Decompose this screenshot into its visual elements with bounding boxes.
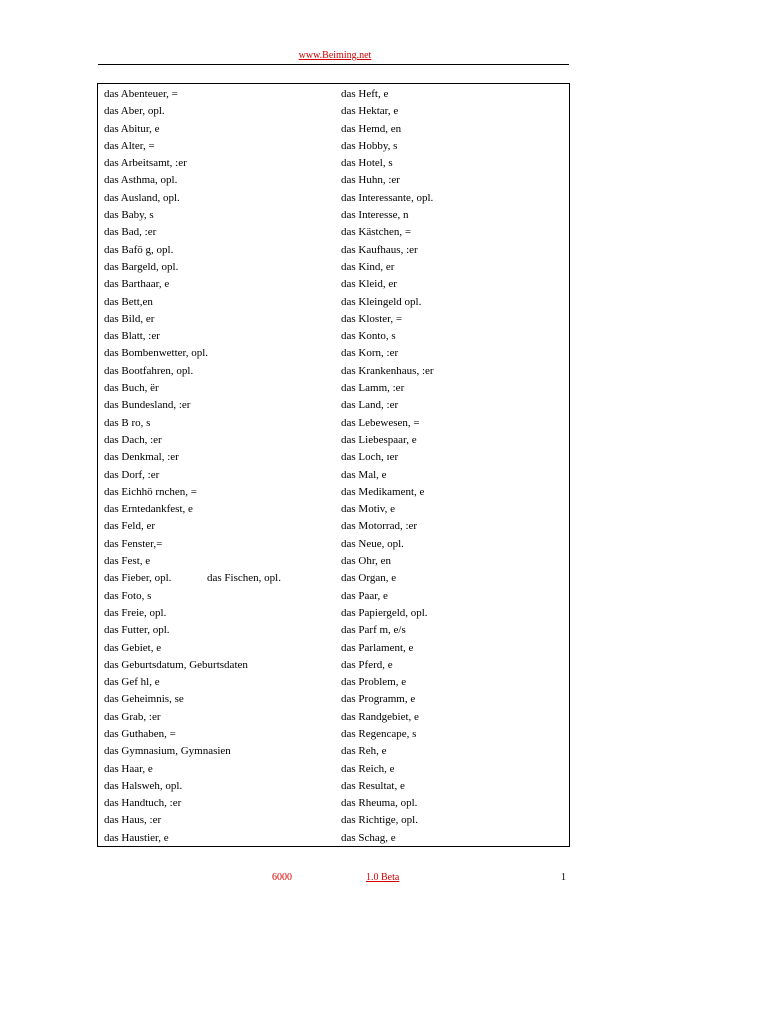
word-entry xyxy=(104,726,340,743)
word-text: das Loch, ɪer xyxy=(341,451,399,464)
word-text: das Bad, :er xyxy=(104,226,157,239)
word-text: das Arbeitsamt, :er xyxy=(104,157,187,170)
word-text: das Neue, opl. xyxy=(341,537,404,550)
word-entry xyxy=(341,743,567,760)
word-entry xyxy=(104,103,340,120)
word-entry xyxy=(104,259,340,276)
word-entry xyxy=(341,640,567,657)
word-entry xyxy=(104,294,340,311)
word-text: das Baby, s xyxy=(104,209,154,222)
word-entry xyxy=(341,259,567,276)
word-entry xyxy=(341,432,567,449)
word-text: das Bootfahren, opl. xyxy=(104,364,194,377)
word-entry xyxy=(104,345,340,362)
word-text: das Bild, er xyxy=(104,312,155,325)
word-entry xyxy=(341,138,567,155)
word-text: das Schag, e xyxy=(341,831,396,844)
word-entry xyxy=(104,449,340,466)
word-text: das B ro, s xyxy=(104,416,151,429)
word-text: das Fieber, opl. xyxy=(104,572,172,585)
word-entry xyxy=(104,657,340,674)
word-text: das Grab, :er xyxy=(104,710,161,723)
word-entry xyxy=(104,743,340,760)
vocabulary-table xyxy=(97,83,570,847)
page-number: 1 xyxy=(561,872,566,883)
word-text: das Regencape, s xyxy=(341,727,417,740)
word-text: das Kleingeld opl. xyxy=(341,295,422,308)
word-text: das Reh, e xyxy=(341,745,387,758)
word-entry xyxy=(341,761,567,778)
word-entry xyxy=(341,242,567,259)
word-text: das Resultat, e xyxy=(341,779,405,792)
word-text: das Feld, er xyxy=(104,520,156,533)
word-entry xyxy=(341,674,567,691)
word-entry xyxy=(341,103,567,120)
word-text: das Motiv, e xyxy=(341,503,395,516)
word-text: das Lebewesen, = xyxy=(341,416,420,429)
word-text: das Konto, s xyxy=(341,330,396,343)
word-entry xyxy=(104,207,340,224)
word-entry xyxy=(104,415,340,432)
header-rule xyxy=(98,64,569,65)
word-text: das Haus, :er xyxy=(104,814,162,827)
word-text: das Gymnasium, Gymnasien xyxy=(104,745,231,758)
word-text: das Alter, = xyxy=(104,139,155,152)
word-entry xyxy=(104,363,340,380)
word-text: das Kloster, = xyxy=(341,312,403,325)
word-entry xyxy=(341,605,567,622)
word-entry xyxy=(104,224,340,241)
word-text: das Bombenwetter, opl. xyxy=(104,347,209,360)
word-entry xyxy=(104,674,340,691)
word-entry xyxy=(104,570,340,587)
word-text: das Dorf, :er xyxy=(104,468,160,481)
word-text: das Randgebiet, e xyxy=(341,710,419,723)
word-text: das Gef hl, e xyxy=(104,676,160,689)
word-entry xyxy=(104,795,340,812)
word-text: das Aber, opl. xyxy=(104,105,165,118)
right-word-column xyxy=(341,86,567,847)
word-entry xyxy=(104,640,340,657)
word-entry xyxy=(341,380,567,397)
word-entry xyxy=(341,830,567,847)
word-text: das Papiergeld, opl. xyxy=(341,606,428,619)
word-text: das Rheuma, opl. xyxy=(341,797,418,810)
word-entry xyxy=(104,432,340,449)
word-entry xyxy=(341,795,567,812)
word-text: das Kaufhaus, :er xyxy=(341,243,418,256)
word-text: das Futter, opl. xyxy=(104,624,170,637)
word-text: das Heft, e xyxy=(341,88,389,100)
word-entry xyxy=(104,155,340,172)
word-entry xyxy=(104,778,340,795)
word-entry xyxy=(341,294,567,311)
word-entry xyxy=(341,570,567,587)
word-text: das Abenteuer, = xyxy=(104,88,178,100)
word-text: das Denkmal, :er xyxy=(104,451,179,464)
word-entry xyxy=(104,397,340,414)
word-text: das Geheimnis, se xyxy=(104,693,184,706)
word-text: das Interessante, opl. xyxy=(341,191,434,204)
header-website-link[interactable]: www.Beiming.net xyxy=(298,50,372,61)
word-text: das Ausland, opl. xyxy=(104,191,180,204)
word-entry xyxy=(341,484,567,501)
word-text: das Barthaar, e xyxy=(104,278,170,291)
word-entry xyxy=(104,276,340,293)
word-entry xyxy=(104,536,340,553)
word-text: das Paar, e xyxy=(341,589,388,602)
footer-word-count: 6000 xyxy=(272,872,292,883)
word-entry xyxy=(341,622,567,639)
word-entry xyxy=(341,501,567,518)
word-text: das Kleid, er xyxy=(341,278,397,291)
word-text: das Programm, e xyxy=(341,693,416,706)
word-entry xyxy=(104,518,340,535)
word-entry xyxy=(104,172,340,189)
word-entry xyxy=(341,224,567,241)
word-text: das Blatt, :er xyxy=(104,330,160,343)
word-text: das Gebiet, e xyxy=(104,641,162,654)
word-entry xyxy=(341,726,567,743)
word-text: das Ohr, en xyxy=(341,555,391,568)
word-text: das Eichhö rnchen, = xyxy=(104,485,197,498)
word-entry xyxy=(341,86,567,103)
word-text: das Hemd, en xyxy=(341,122,402,135)
word-entry xyxy=(104,484,340,501)
word-text: das Geburtsdatum, Geburtsdaten xyxy=(104,658,248,671)
word-text: das Bargeld, opl. xyxy=(104,260,179,273)
word-text: das Handtuch, :er xyxy=(104,797,182,810)
word-entry xyxy=(104,588,340,605)
word-entry xyxy=(104,830,340,847)
word-text: das Hektar, e xyxy=(341,105,399,118)
word-entry xyxy=(341,155,567,172)
word-text: das Problem, e xyxy=(341,676,407,689)
word-text: das Parf m, e/s xyxy=(341,624,406,637)
word-text: das Bafö g, opl. xyxy=(104,243,174,256)
word-entry xyxy=(341,121,567,138)
word-text: das Mal, e xyxy=(341,468,387,481)
word-text: das Freie, opl. xyxy=(104,606,167,619)
word-text: das Interesse, n xyxy=(341,209,409,222)
word-text: das Hotel, s xyxy=(341,157,393,170)
word-text: das Motorrad, :er xyxy=(341,520,418,533)
word-entry xyxy=(341,588,567,605)
word-entry xyxy=(341,207,567,224)
word-entry xyxy=(341,553,567,570)
word-entry xyxy=(341,276,567,293)
word-entry xyxy=(341,363,567,380)
word-entry xyxy=(341,778,567,795)
word-entry xyxy=(104,242,340,259)
word-entry xyxy=(341,311,567,328)
word-entry xyxy=(341,415,567,432)
word-text: das Kästchen, = xyxy=(341,226,412,239)
word-entry xyxy=(104,709,340,726)
footer-version-link[interactable]: 1.0 Beta xyxy=(366,872,400,883)
word-text: das Guthaben, = xyxy=(104,727,176,740)
word-text: das Korn, :er xyxy=(341,347,399,360)
word-text: das Medikament, e xyxy=(341,485,425,498)
word-entry xyxy=(104,691,340,708)
word-text: das Foto, s xyxy=(104,589,152,602)
word-text: das Hobby, s xyxy=(341,139,398,152)
word-text: das Bundesland, :er xyxy=(104,399,191,412)
word-entry xyxy=(104,121,340,138)
word-text: das Halsweh, opl. xyxy=(104,779,183,792)
word-entry xyxy=(341,190,567,207)
word-text: das Land, :er xyxy=(341,399,399,412)
word-entry xyxy=(341,345,567,362)
word-text: das Dach, :er xyxy=(104,433,162,446)
word-text: das Abitur, e xyxy=(104,122,160,135)
word-entry xyxy=(341,449,567,466)
word-entry xyxy=(341,657,567,674)
word-entry xyxy=(104,553,340,570)
word-entry xyxy=(341,328,567,345)
word-text: das Organ, e xyxy=(341,572,397,585)
word-entry xyxy=(341,691,567,708)
word-entry xyxy=(104,761,340,778)
word-text: das Liebespaar, e xyxy=(341,433,417,446)
word-entry xyxy=(104,622,340,639)
word-text: das Richtige, opl. xyxy=(341,814,418,827)
word-text: das Huhn, :er xyxy=(341,174,400,187)
word-entry xyxy=(104,328,340,345)
word-entry xyxy=(341,812,567,829)
word-text: das Reich, e xyxy=(341,762,395,775)
word-entry xyxy=(341,709,567,726)
word-text: das Pferd, e xyxy=(341,658,393,671)
word-text: das Fenster,= xyxy=(104,537,163,550)
word-text: das Krankenhaus, :er xyxy=(341,364,434,377)
word-text: das Parlament, e xyxy=(341,641,414,654)
word-entry xyxy=(341,536,567,553)
word-text: das Kind, er xyxy=(341,260,395,273)
word-entry xyxy=(104,86,340,103)
word-entry xyxy=(104,467,340,484)
left-word-column xyxy=(104,86,340,847)
word-entry xyxy=(104,380,340,397)
word-entry xyxy=(104,605,340,622)
word-entry xyxy=(341,467,567,484)
word-entry xyxy=(341,172,567,189)
word-text: das Buch, ër xyxy=(104,382,159,395)
word-text: das Haar, e xyxy=(104,762,153,775)
word-text: das Erntedankfest, e xyxy=(104,503,193,516)
word-text: das Fest, e xyxy=(104,555,151,568)
word-text-inline: das Fischen, opl. xyxy=(207,572,281,585)
word-text: das Haustier, e xyxy=(104,831,169,844)
word-entry xyxy=(104,501,340,518)
word-entry xyxy=(341,397,567,414)
word-text: das Asthma, opl. xyxy=(104,174,178,187)
word-entry xyxy=(104,190,340,207)
word-text: das Lamm, :er xyxy=(341,382,405,395)
word-entry xyxy=(104,812,340,829)
word-entry xyxy=(104,138,340,155)
word-entry xyxy=(104,311,340,328)
word-text: das Bett,en xyxy=(104,295,153,308)
word-entry xyxy=(341,518,567,535)
